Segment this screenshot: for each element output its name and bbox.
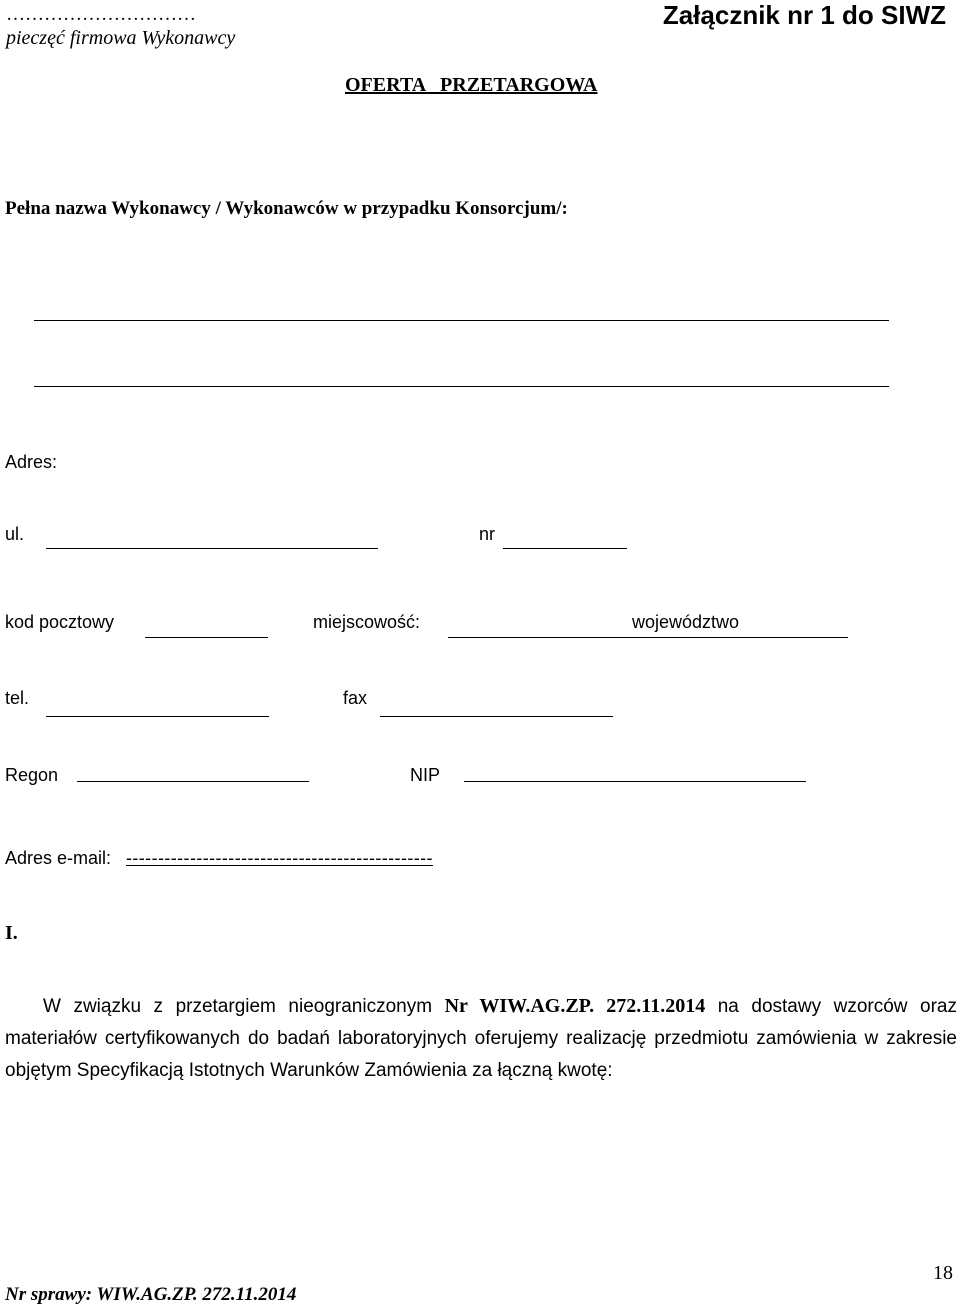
contractor-name-line-2[interactable] xyxy=(34,386,889,387)
paragraph-text-1: W związku z przetargiem nieograniczonym xyxy=(43,996,445,1017)
footer-case-number: Nr sprawy: WIW.AG.ZP. 272.11.2014 xyxy=(5,1284,297,1305)
province-label: województwo xyxy=(632,612,740,632)
tel-label: tel. xyxy=(5,688,30,708)
street-label: ul. xyxy=(5,524,25,544)
page-title: OFERTA PRZETARGOWA xyxy=(345,74,598,96)
number-field[interactable] xyxy=(503,548,627,549)
email-field[interactable]: ------------------------------------------------ xyxy=(126,848,433,868)
tel-field[interactable] xyxy=(46,716,269,717)
section-number: I. xyxy=(5,922,18,944)
regon-label: Regon xyxy=(5,765,59,785)
stamp-label: pieczęć firmowa Wykonawcy xyxy=(6,27,236,49)
offer-paragraph xyxy=(5,990,957,1087)
regon-field[interactable] xyxy=(77,781,309,782)
contractor-name-label: Pełna nazwa Wykonawcy / Wykonawców w przypadku Konsorcjum/: xyxy=(5,198,568,219)
number-label: nr xyxy=(479,524,496,544)
annex-label: Załącznik nr 1 do SIWZ xyxy=(662,0,946,30)
email-label: Adres e-mail: xyxy=(5,848,112,868)
address-heading: Adres: xyxy=(5,452,58,472)
page-number: 18 xyxy=(933,1262,953,1284)
nip-label: NIP xyxy=(410,765,441,785)
nip-field[interactable] xyxy=(464,781,806,782)
paragraph-text-2: na dostawy wzorców oraz materiałów certyfikowanych do badań laboratoryjnych oferujemy realizację przedmiotu zamówienia w zakresie objętym Specyfikacją Istotnych Warunków Zamówienia za łączną kwotę: xyxy=(5,996,957,1081)
contractor-name-line-1[interactable] xyxy=(34,320,889,321)
case-reference: Nr WIW.AG.ZP. 272.11.2014 xyxy=(444,995,706,1017)
postal-code-field[interactable] xyxy=(145,637,268,638)
stamp-dots: ………………………… xyxy=(6,4,196,25)
fax-label: fax xyxy=(343,688,368,708)
postal-code-label: kod pocztowy xyxy=(5,612,115,632)
street-field[interactable] xyxy=(46,548,378,549)
city-label: miejscowość: xyxy=(313,612,421,632)
city-field[interactable] xyxy=(448,637,848,638)
fax-field[interactable] xyxy=(380,716,613,717)
